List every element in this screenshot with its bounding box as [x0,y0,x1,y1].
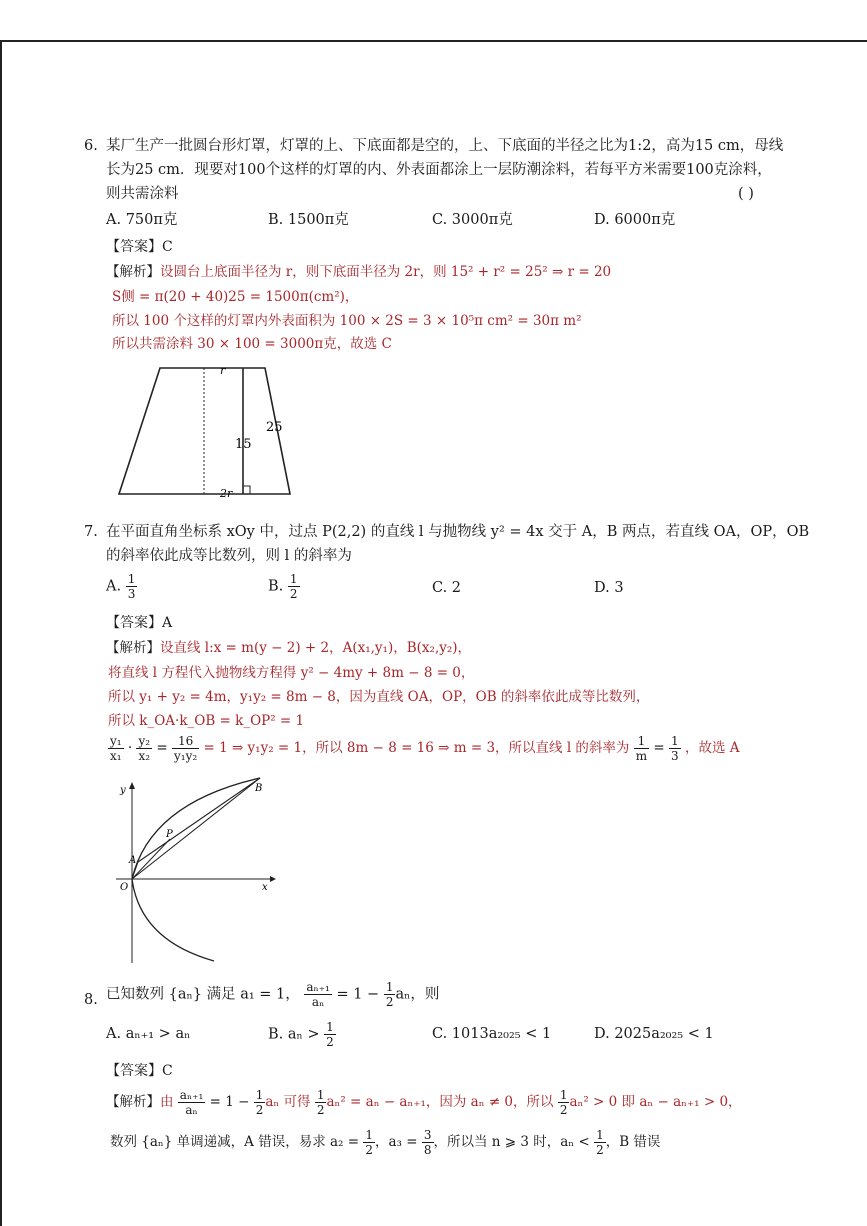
q7-option-a: A. $\frac{1}{3}$ [106,572,136,601]
q7-solution-line2: 将直线 l 方程代入抛物线方程得 y² − 4my + 8m − 8 = 0， [108,665,475,681]
q6-solution-line3: 所以 100 个这样的灯罩内外表面积为 100 × 2S = 3 × 10⁵π cm² = 30π m² [112,313,582,329]
q8-number: 8. [84,992,98,1008]
q6-option-a: A. 750π克 [106,212,178,228]
q6-option-c: C. 3000π克 [432,212,513,228]
line-l [138,778,263,862]
q6-option-b: B. 1500π克 [268,212,349,228]
q8-solution-line2: 数列 {aₙ} 单调递减，A 错误，易求 a₂ = $\frac{1}{2}$ ，a₃ = $\frac{3}{8}$ ，所以当 n ⩾ 3 时，aₙ < $\frac{1}{2}$ ，B 错误 [110,1128,661,1157]
label-r: r [220,364,226,377]
q6-analysis-label: 【解析】 [106,264,160,280]
x-axis-arrow [270,876,276,882]
q7-option-a-fraction: $\frac{1}{3}$ [127,572,136,601]
q6-answer-value: C [162,239,173,255]
q8-solution-line1: 【解析】由 $\frac{\text{aₙ₊₁}}{\text{aₙ}}$ = 1 − $\frac{1}{2}$ aₙ 可得 $\frac{1}{2}$ aₙ² = aₙ − aₙ₊₁，因为 aₙ ≠ 0，所以 $\frac{1}{2}$ aₙ² > 0 即 aₙ − aₙ₊₁ > 0， [106,1088,742,1117]
q7-solution-line5: $\frac{\text{y₁}}{\text{x₁}}$ · $\frac{\text{y₂}}{\text{x₂}}$ = $\frac{16}{\text{y₁y₂}}$ = 1 ⇒ y₁y₂ = 1，所以 8m − 8 = 16 ⇒ m = 3，所以直线 l 的斜率为 $\frac{1}{m}$ = $\frac{1}{3}$ ，故选 A [110,734,740,763]
q6-solution-line2: S侧 = π(20 + 40)25 = 1500π(cm²)， [112,289,359,305]
y-axis-arrow [129,782,135,789]
q7-stem-line1: 在平面直角坐标系 xOy 中，过点 P(2,2) 的直线 l 与抛物线 y² = 4x 交于 A，B 两点，若直线 OA，OP，OB [106,524,810,540]
label-O: O [120,882,129,893]
q8-option-a: A. aₙ₊₁ > aₙ [106,1026,191,1042]
q7-solution-line1: 【解析】设直线 l:x = m(y − 2) + 2，A(x₁,y₁)，B(x₂,y₂)， [106,640,472,656]
q6-answer [106,236,173,256]
q8-answer-label: 【答案】 [106,1063,162,1079]
page-border-top [0,40,867,42]
q8-option-c: C. 1013a₂₀₂₅ < 1 [432,1026,552,1042]
q7-option-d: D. 3 [594,580,624,596]
q7-option-b-fraction: $\frac{1}{2}$ [289,572,298,601]
q7-option-c: C. 2 [432,580,462,596]
q7-number: 7. [84,524,98,540]
q6-solution-line4: 所以共需涂料 30 × 100 = 3000π克，故选 C [112,336,392,352]
right-angle-mark [243,486,250,494]
q7-solution-line4: 所以 k_OA·k_OB = k_OP² = 1 [108,713,305,729]
line-OB [132,778,263,879]
q6-answer-bracket: ( ) [738,186,754,202]
q8-answer [106,1060,173,1080]
q6-stem-line1: 某厂生产一批圆台形灯罩，灯罩的上、下底面都是空的，上、下底面的半径之比为1:2，高为15 cm，母线 [106,138,784,154]
q6-answer-label: 【答案】 [106,239,162,255]
line-OP [132,839,170,879]
q8-option-d: D. 2025a₂₀₂₅ < 1 [594,1026,714,1042]
label-A: A [129,855,137,866]
frustum-outline [119,368,290,494]
q7-answer-label: 【答案】 [106,615,162,631]
q7-option-b: B. $\frac{1}{2}$ [268,572,298,601]
q7-answer-value: A [162,615,173,631]
q7-answer [106,612,172,632]
q6-number: 6. [84,138,98,154]
parabola-lower-branch [132,879,214,961]
label-2r: 2r [220,487,233,500]
page-border-left [0,40,2,1226]
label-y: y [120,785,126,796]
q8-analysis-label: 【解析】 [106,1094,160,1110]
label-slant-25: 25 [266,420,283,435]
q7-solution-line3: 所以 y₁ + y₂ = 4m，y₁y₂ = 8m − 8，因为直线 OA，OP，OB 的斜率依此成等比数列， [108,689,650,705]
q6-option-d: D. 6000π克 [594,212,676,228]
label-height-15: 15 [235,437,252,452]
q7-analysis-label: 【解析】 [106,640,160,656]
q6-solution-line1 [106,260,611,280]
q8-answer-value: C [162,1063,173,1079]
q7-parabola-figure [110,775,280,967]
label-x: x [262,882,268,893]
q6-stem-line2: 长为25 cm．现要对100个这样的灯罩的内、外表面都涂上一层防潮涂料，若每平方米需要100克涂料， [106,162,772,178]
label-B: B [255,783,263,794]
q8-stem: 已知数列 {aₙ} 满足 a₁ = 1， $\frac{\text{aₙ₊₁}}{\text{aₙ}}$ = 1 − $\frac{1}{2}$ aₙ，则 [106,980,440,1009]
label-P: P [166,829,173,840]
q6-stem-line3: 则共需涂料 [106,186,179,202]
q6-frustum-figure [110,360,300,502]
q8-option-b: B. aₙ > $\frac{1}{2}$ [268,1020,334,1049]
q6-sol1-text: 设圆台上底面半径为 r，则下底面半径为 2r，则 15² + r² = 25² ⇒ r = 20 [160,264,612,280]
q7-stem-line2: 的斜率依此成等比数列，则 l 的斜率为 [106,548,352,564]
